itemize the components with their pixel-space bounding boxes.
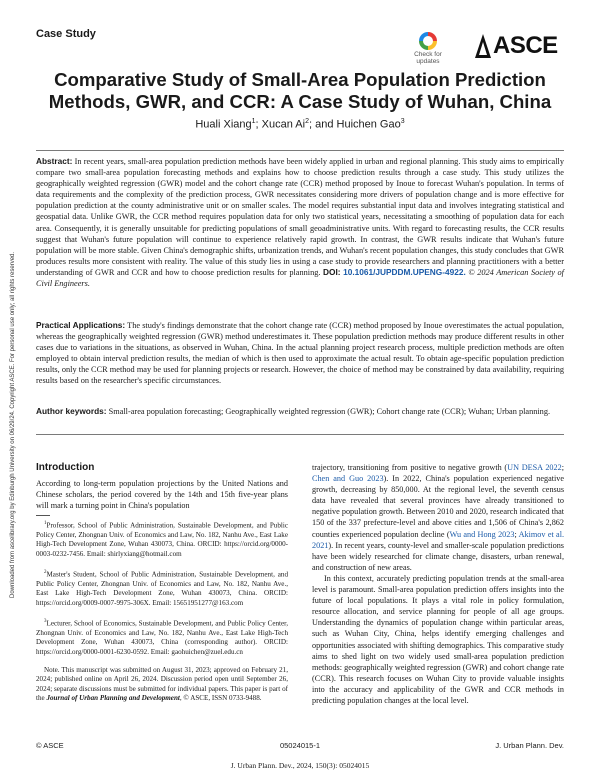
author-name[interactable]: Huichen Gao xyxy=(336,118,401,131)
check-updates-text: Check for updates xyxy=(414,51,442,65)
footer-copyright: © ASCE xyxy=(36,741,64,750)
intro-right-text xyxy=(312,462,564,706)
practical-applications-text: The study's findings demonstrate that the cohort change rate (CCR) method proposed by Inoue overestimates the actual population, whereas the geographically weighted regression (GWR) method underestimates it. These population prediction methods may produce different results in other cases due to variations in the situations, as observed in Wuhan, China. In the actual planning project research process, multiple prediction methods are often employed to obtain interval prediction results, the median of which is then used to approximate the actual result. To obtain age-specific population prediction results, only the CCR method may be used for planning projects or research. However, the choice of method may be constrained by data availability, requiring results based on the researcher's specific circumstances. xyxy=(36,321,564,386)
manuscript-note: Note. This manuscript was submitted on August 31, 2023; approved on February 21, 2024; published online on April 26, 2024. Discussion period open until September 26, 2024; separate discussions must be submitted for individual papers. This paper is part of the Journal of Urban Planning and Development, © ASCE, ISSN 0733-9488. xyxy=(36,666,288,703)
author-name[interactable]: Xucan Ai xyxy=(261,118,306,131)
intro-left-text: According to long-term population projections by the United Nations and Chinese scholars, the period covered by the 14th and 15th five-year plans will mark a turning point in China's population xyxy=(36,479,288,511)
author-name[interactable]: Huali Xiang xyxy=(195,118,252,131)
copyright: © 2024 American Society of Civil Engineers. xyxy=(36,267,564,289)
citation-link[interactable]: Wu and Hong 2023 xyxy=(449,529,515,539)
introduction-heading: Introduction xyxy=(36,462,95,473)
author-list: Huali Xiang$^1$; Xucan Ai$^2$; and Huichen Gao$^3$ xyxy=(195,118,405,131)
footer-page-id: 05024015-1 xyxy=(279,741,321,750)
section-label: Case Study xyxy=(36,28,96,40)
intro-paragraph: trajectory, transitioning from positive to negative growth (UN DESA 2022; Chen and Guo 2023). In 2022, China's population experienced negative growth, decreasing by 850,000. At the regional level, the seventh census data have revealed that several provinces have already transitioned to negative population growth. Between 2010 and 2020, research indicated that 150 of the 337 prefecture-level and above cities and 1,506 of China's 2,862 counties experienced population decline (Wu and Hong 2023; Akimov et al. 2021). In recent years, county-level and smaller-scale population predictions have been widely researched for climate change, disasters, urban renewal, and construction of new areas. xyxy=(312,463,565,572)
doi-link[interactable]: 10.1061/JUPDDM.UPENG-4922. xyxy=(343,266,466,277)
check-updates-icon xyxy=(419,32,437,50)
abstract-text: In recent years, small-area population prediction methods have been widely applied in urban and regional planning. This study aims to empirically compare two small-area population forecasting methods and explains how to choose prediction results through a case study. This study utilizes the geographically weighted regression (GWR) model and the cohort change rate (CCR) method proposed by Inoue to forecast Wuhan's population. In terms of data requirements and the complexity of the prediction process, GWR necessitates considering more drivers of population change and is more effective for population prediction at the county administrative unit or on smaller scales. The model requires substantial input data and involves integrating statistical and geospatial data. Unlike GWR, the CCR method requires population data for only two statistical years, necessitating a smoothing of population data for each area. Consequently, it is generally unsuitable for predicting populations of small geoadministrative units. With regard to forecasting results, the CCR results suggest that Wuhan's future population will continue to experience relatively rapid growth. In contrast, the GWR results indicate that Wuhan's future population will be more stable. Given China's demographic shifts, urbanization trends, and Wuhan's recent population changes, this study concludes that GWR produces results more consistent with reality. The value of this study lies in using a case study to provide researchers and planning practitioners with a better understanding of GWR and CCR and how to choose prediction results for planning. xyxy=(36,157,564,277)
citation-link[interactable]: UN DESA 2022 xyxy=(507,463,562,472)
asce-logo xyxy=(474,31,566,61)
intro-paragraph: In this context, accurately predicting population trends at the small-area level is paramount. Small-area population prediction offers insights into the future of local populations. It plays a vital role in policy formulation, resource allocation, and service planning for people of all age groups. Understanding the dynamics of population change within particular areas, such as Wuhan City, China, helps identify emerging challenges and opportunities associated with shifting demographics. This comparative study aims to shed light on two widely used small-area population prediction methods: geographically weighted regression (GWR) and cohort change rate (CCR). This research focuses on Wuhan City to provide valuable insights into the accuracy and applicability of the GWR and CCR methods in predicting population changes at the local level. xyxy=(312,573,564,705)
abstract: Abstract: In recent years, small-area population prediction methods have been widely applied in urban and regional planning. This study aims to empirically compare two small-area population forecasting methods and explains how to choose prediction results through a case study. This study utilizes the geographically weighted regression (GWR) model and the cohort change rate (CCR) method proposed by Inoue to forecast Wuhan's population. In terms of data requirements and the complexity of the prediction process, GWR necessitates considering more drivers of population change and is more effective for population prediction at the county administrative unit or on smaller scales. The model requires substantial input data and involves integrating statistical and geospatial data. Unlike GWR, the CCR method requires population data for only two statistical years, necessitating a smoothing of population data for each area. Consequently, it is generally unsuitable for predicting populations of small geoadministrative units. With regard to forecasting results, the CCR results suggest that Wuhan's future population will continue to experience relatively rapid growth. In contrast, the GWR results indicate that Wuhan's future population will be more stable. Given China's demographic shifts, urbanization trends, and Wuhan's recent population changes, this study concludes that GWR produces results more consistent with reality. The value of this study lies in using a case study to provide researchers and planning practitioners with a better understanding of GWR and CCR and how to choose prediction results for planning. DOI: 10.1061/JUPDDM.UPENG-4922. © 2024 American Society of Civil Engineers. xyxy=(36,156,564,289)
asce-emblem-icon xyxy=(474,33,492,59)
citation-link[interactable]: Akimov et al. 2021 xyxy=(312,529,565,550)
footer-journal: J. Urban Plann. Dev. xyxy=(495,741,564,750)
citation-line: J. Urban Plann. Dev., 2024, 150(3): 05024015 xyxy=(230,761,370,770)
divider xyxy=(36,150,564,151)
download-note: Downloaded from ascelibrary.org by Edinburgh University on 06/29/24. Copyright ASCE. For personal use only; all rights reserved. xyxy=(10,251,16,598)
keywords-text: Small-area population forecasting; Geographically weighted regression (GWR); Cohort change rate (CCR); Wuhan; Urban planning. xyxy=(108,407,551,416)
asce-wordmark: ASCE xyxy=(493,32,558,59)
footnote-1: $^1$Professor, School of Public Administration, Sustainable Development, and Public Policy Center, Zhongnan Univ. of Economics and Law, No. 182, Nanhu Ave., East Lake High-Tech Development Zone, Wuhan 430073, China. ORCID: https://orcid.org/0000-0003-0232-7456. Email: shirlyxiang@hotmail.com xyxy=(36,521,288,558)
practical-applications: Practical Applications: The study's findings demonstrate that the cohort change rate (CCR) method proposed by Inoue overestimates the actual population, whereas the geographically weighted regression (GWR) method underestimates it. These population prediction methods may produce different results in other cases due to variations in the situations, as observed in Wuhan, China. In the actual planning project research process, multiple prediction methods are often employed to obtain interval prediction results, the median of which is then used to approximate the actual result. To obtain age-specific population prediction results, only the CCR method may be used for planning projects or research. However, the choice of method may be constrained by data availability, requiring results based on the researcher's specific circumstances. xyxy=(36,320,564,386)
check-for-updates-badge[interactable] xyxy=(406,32,450,70)
author-keywords: Author keywords: Small-area population forecasting; Geographically weighted regression (GWR); Cohort change rate (CCR); Wuhan; Urban planning. xyxy=(36,406,551,416)
citation-link[interactable]: Chen and Guo 2023 xyxy=(312,474,384,484)
footnote-3: $^3$Lecturer, School of Economics, Sustainable Development, and Public Policy Center, Zhongnan Univ. of Economics and Law, No. 182, Nanhu Ave., East Lake High-Tech Development Zone, Wuhan 430073, China (corresponding author). ORCID: https://orcid.org/0000-0001-6230-0592. Email: gaohuichen@zuel.edu.cn xyxy=(36,619,288,656)
article-title: Comparative Study of Small-Area Population Prediction Methods, GWR, and CCR: A Case Study of Wuhan, China xyxy=(48,69,552,112)
divider xyxy=(36,434,564,435)
footnote-2: $^2$Master's Student, School of Public Administration, Sustainable Development, and Public Policy Center, Zhongnan Univ. of Economics and Law, No. 182, Nanhu Ave., East Lake High-Tech Development Zone, Wuhan 430073, China. ORCID: https://orcid.org/0009-0007-9975-306X. Email: 15651951277@163.com xyxy=(36,570,288,607)
footnote-divider xyxy=(36,515,50,516)
